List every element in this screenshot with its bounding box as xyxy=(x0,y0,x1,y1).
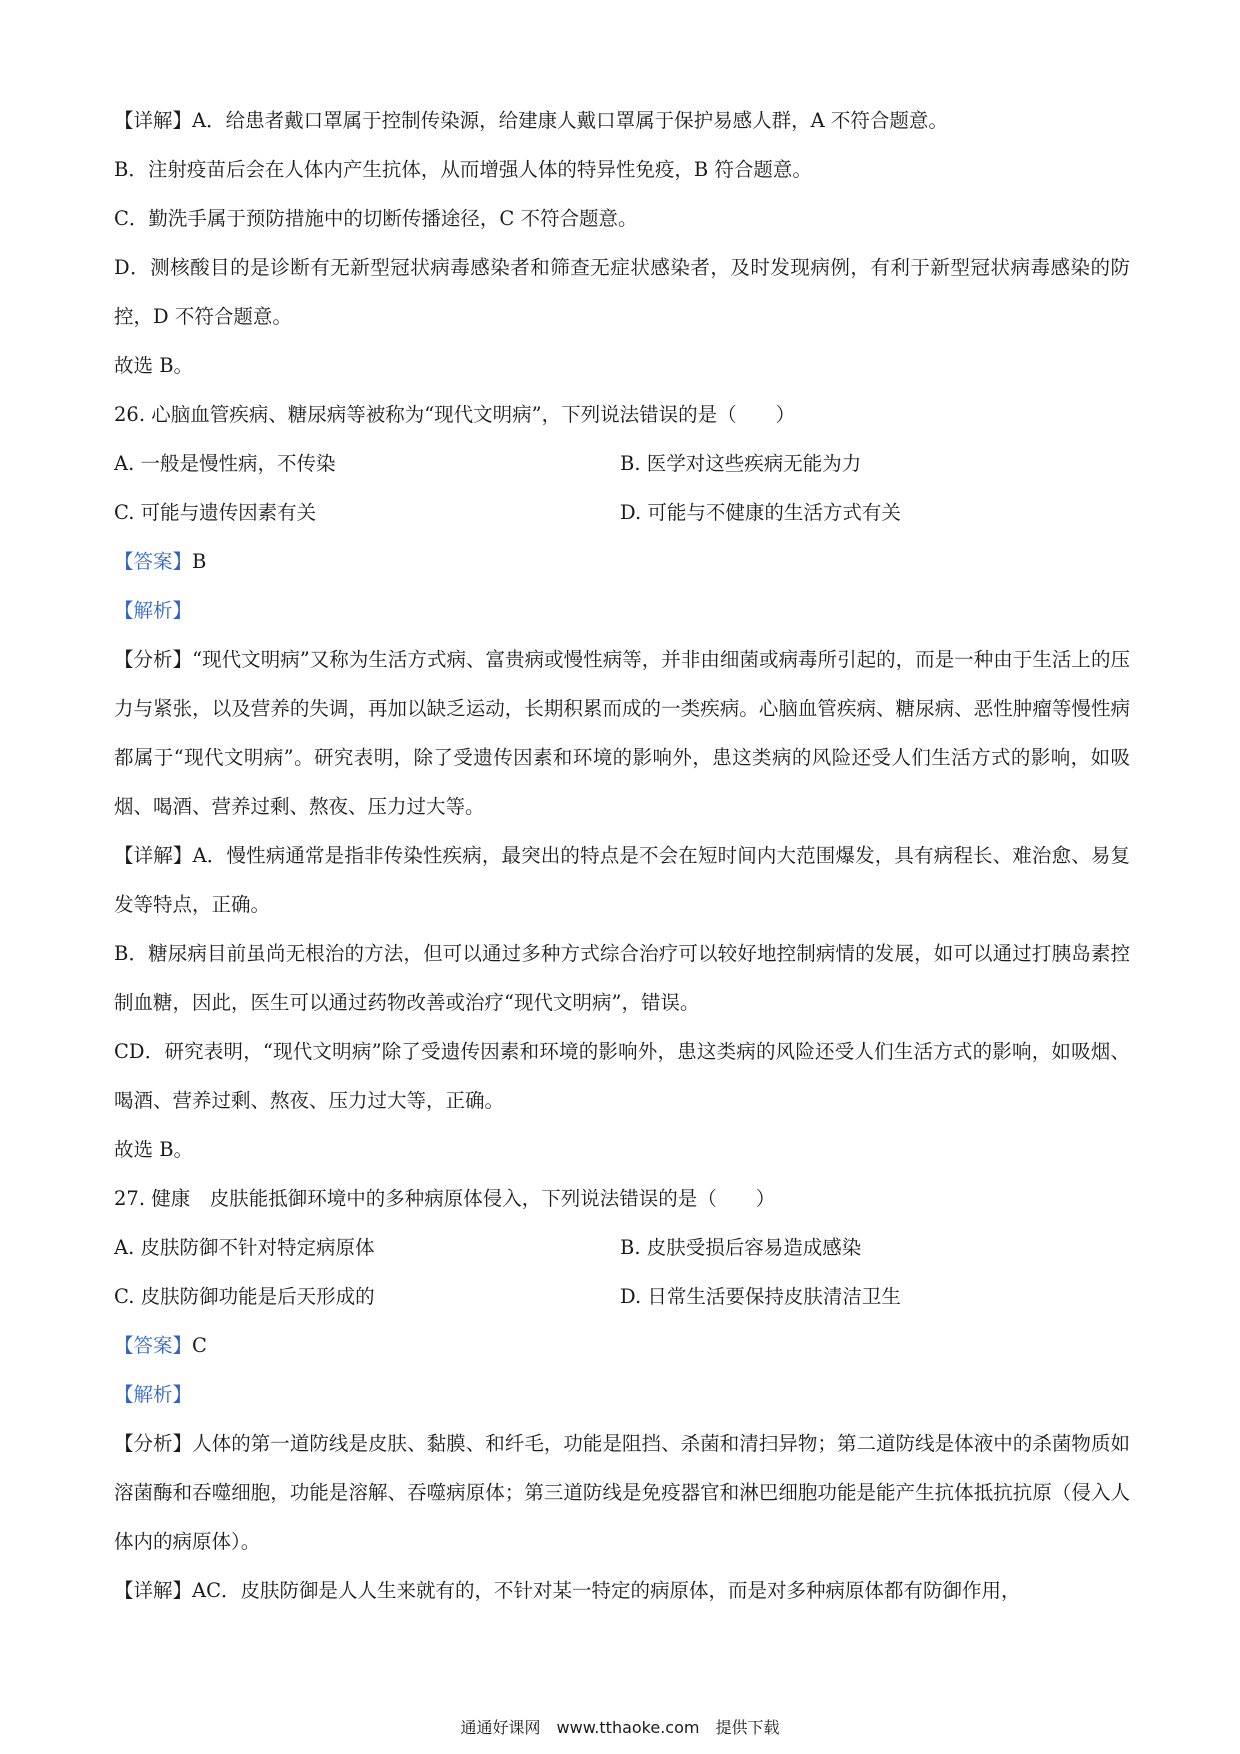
question-26-options-row2 xyxy=(114,488,1130,537)
paragraph-detail-c: C．勤洗手属于预防措施中的切断传播途径，C 不符合题意。 xyxy=(114,207,638,230)
question-27-analysis-label: 【解析】 xyxy=(114,1383,193,1406)
question-26-detail-cd: CD．研究表明，“现代文明病”除了受遗传因素和环境的影响外，患这类病的风险还受人们生活方式的影响，如吸烟、喝酒、营养过剩、熬夜、压力过大等，正确。 xyxy=(114,1040,1130,1112)
option-b: B. 医学对这些疾病无能为力 xyxy=(620,452,862,475)
question-27-stem: 27. 健康 皮肤能抵御环境中的多种病原体侵入，下列说法错误的是（ ） xyxy=(114,1187,776,1210)
question-27-options-row2 xyxy=(114,1272,1130,1321)
option-a: A. 一般是慢性病，不传染 xyxy=(114,452,336,475)
document-body xyxy=(114,96,1130,1615)
question-26-detail-b: B．糖尿病目前虽尚无根治的方法，但可以通过多种方式综合治疗可以较好地控制病情的发展，如可以通过打胰岛素控制血糖，因此，医生可以通过药物改善或治疗“现代文明病”，错误。 xyxy=(114,942,1130,1014)
option-c: C. 皮肤防御功能是后天形成的 xyxy=(114,1285,375,1308)
question-26-options-row1 xyxy=(114,439,1130,488)
paragraph-detail-b: B．注射疫苗后会在人体内产生抗体，从而增强人体的特异性免疫，B 符合题意。 xyxy=(114,158,812,181)
question-26-conclusion: 故选 B。 xyxy=(114,1138,194,1161)
paragraph-detail-d: D．测核酸目的是诊断有无新型冠状病毒感染者和筛查无症状感染者，及时发现病例，有利于新型冠状病毒感染的防控，D 不符合题意。 xyxy=(114,256,1130,328)
page-footer: 通通好课网 www.tthaoke.com 提供下载 xyxy=(460,1718,780,1737)
question-26-analysis-label: 【解析】 xyxy=(114,599,193,622)
answer-label: 【答案】 xyxy=(114,550,193,573)
paragraph-conclusion: 故选 B。 xyxy=(114,354,194,377)
paragraph-detail-a: 【详解】A．给患者戴口罩属于控制传染源，给建康人戴口罩属于保护易感人群，A 不符合题意。 xyxy=(114,109,948,132)
question-27-answer xyxy=(114,1321,1130,1370)
option-b: B. 皮肤受损后容易造成感染 xyxy=(620,1236,862,1259)
question-26-fenxi: 【分析】“现代文明病”又称为生活方式病、富贵病或慢性病等，并非由细菌或病毒所引起的，而是一种由于生活上的压力与紧张，以及营养的失调，再加以缺乏运动，长期积累而成的一类疾病。心脑血管疾病、糖尿病、恶性肿瘤等慢性病都属于“现代文明病”。研究表明，除了受遗传因素和环境的影响外，患这类病的风险还受人们生活方式的影响，如吸烟、喝酒、营养过剩、熬夜、压力过大等。 xyxy=(114,648,1130,818)
question-26-detail-a: 【详解】A．慢性病通常是指非传染性疾病，最突出的特点是不会在短时间内大范围爆发，具有病程长、难治愈、易复发等特点，正确。 xyxy=(114,844,1130,916)
question-27-fenxi: 【分析】人体的第一道防线是皮肤、黏膜、和纤毛，功能是阻挡、杀菌和清扫异物；第二道防线是体液中的杀菌物质如溶菌酶和吞噬细胞，功能是溶解、吞噬病原体；第三道防线是免疫器官和淋巴细胞功能是能产生抗体抵抗抗原（侵入人体内的病原体）。 xyxy=(114,1432,1130,1553)
question-26-stem: 26. 心脑血管疾病、糖尿病等被称为“现代文明病”，下列说法错误的是（ ） xyxy=(114,403,796,426)
answer-value: B xyxy=(192,550,207,573)
question-26-answer xyxy=(114,537,1130,586)
option-d: D. 日常生活要保持皮肤清洁卫生 xyxy=(620,1285,901,1308)
question-27-options-row1 xyxy=(114,1223,1130,1272)
option-d: D. 可能与不健康的生活方式有关 xyxy=(620,501,901,524)
answer-value: C xyxy=(192,1334,207,1357)
option-c: C. 可能与遗传因素有关 xyxy=(114,501,317,524)
answer-label: 【答案】 xyxy=(114,1334,193,1357)
option-a: A. 皮肤防御不针对特定病原体 xyxy=(114,1236,375,1259)
question-27-detail-ac: 【详解】AC．皮肤防御是人人生来就有的，不针对某一特定的病原体，而是对多种病原体都有防御作用， xyxy=(114,1579,1021,1602)
